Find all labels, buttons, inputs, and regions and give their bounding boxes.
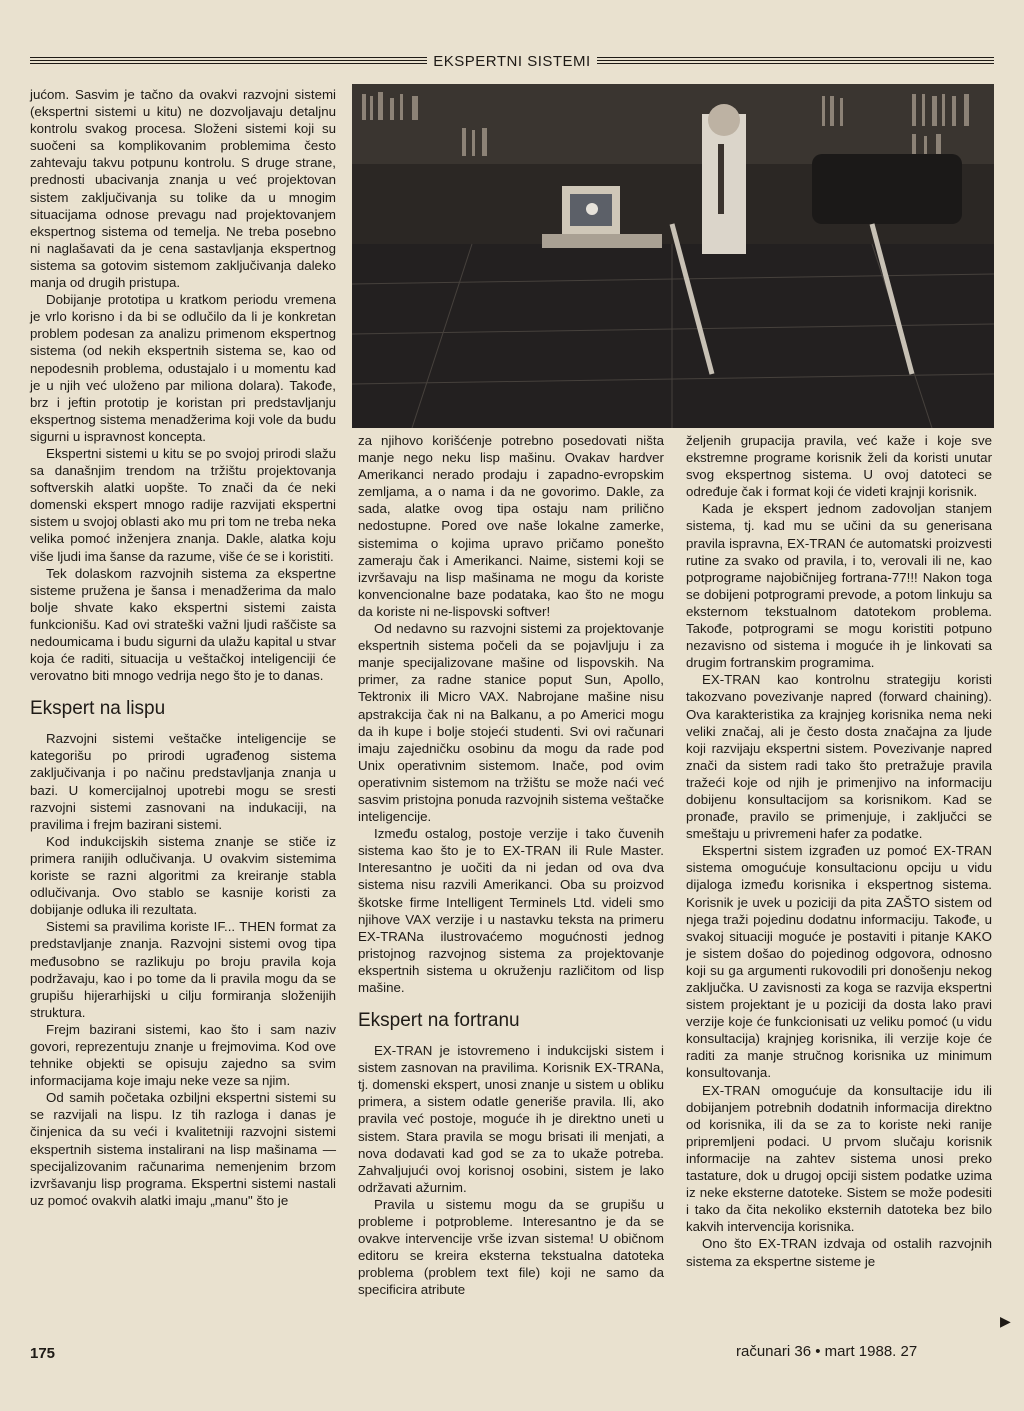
- paragraph: Kada je ekspert jednom zadovoljan stanjem sistema, tj. kad mu se učini da su generisana pravila ispravna, EX-TRAN će automatski proizvesti rutine za svako od pravila, i to, verovali ili ne, kao potprograme najobičnijeg fortrana-77!!! Nakon toga se dobijeni potprogrami prevode, a potom linkuju sa eksternom tekstualnom datotekom problema. Takođe, potprogrami se mogu koristiti potpuno nezavisno od sistema i moguće ih je linkovati sa drugim fortranskim programima.: [686, 501, 992, 671]
- paragraph: željenih grupacija pravila, već kaže i koje sve ekstremne programe korisnik želi da koristi unutar svog ekspertnog sistema. U ovoj datoteci se određuje čak i format koji će videti krajnji korisnik.: [686, 433, 992, 500]
- magazine-issue: računari 36 • mart 1988. 27: [736, 1343, 918, 1360]
- page-number-left: 175: [30, 1345, 56, 1362]
- paragraph: Razvojni sistemi veštačke inteligencije se kategorišu po prirodi ugrađenog sistema zaključivanja i po načinu predstavljanja znanja u bazi. U komercijalnoj upotrebi mogu se sresti razvojni sistemi zasnovani na indukaciji, na pravilima i frejm bazirani sistemi.: [30, 731, 336, 832]
- paragraph: Kod indukcijskih sistema znanje se stiče iz primera ranijih odlučivanja. U ovakvim sistemima koriste se razni algoritmi za kreiranje stabla odlučivanja. Ovo stablo se kasnije koristi za dobijanje odluka ili rezultata.: [30, 833, 336, 918]
- header-rule-left: [30, 57, 427, 66]
- subheading-lisp: Ekspert na lispu: [30, 698, 166, 720]
- paragraph: Između ostalog, postoje verzije i tako čuvenih sistema kao što je to EX-TRAN ili Rule Master. Interesantno je uočiti da ni jedan od ova dva sistema nisu razvili Amerikanci. Oba su proizvod škotske firme Intelligent Terminels Ltd. videli smo njihove VAX verzije i u nastavku teksta na primeru EX-TRANa ilustrovaćemo mogućnosti jednog pristojnog razvojnog sistema za projektovanje ekspertnih sistema u okruženju različitom od lisp mašine.: [358, 826, 664, 995]
- paragraph: za njihovo korišćenje potrebno posedovati ništa manje nego neku lisp mašinu. Ovakav hardver Amerikanci nerado prodaju i zapadno-evropskim zemljama, a o nama i da ne govorimo. Dakle, za sada, alatke ovog tipa ostaju nam prilično nedostupne. Pored ove naše lokalne zamerke, sistemima o kojima upravo pričamo ponešto zameraju čak i Amerikanci. Naime, sistemi koji se izvršavaju na lisp mašinama ne mogu da koriste konvencionalne baze podataka, kao što ne mogu da koriste ni ne-lispovski softver!: [358, 433, 664, 619]
- paragraph: Tek dolaskom razvojnih sistema za ekspertne sisteme pružena je šansa i menadžerima da malo bolje shvate kako ekspertni sistemi zaista funkcionišu. Kad ovi strateški važni ljudi raščiste sa nedoumicama i budu sigurni da ulažu kapital u stvar koja će raditi, situacija u veštačkoj inteligenciji će verovatno biti mnogo vedrija nego što je to danas.: [30, 565, 337, 684]
- column-2: [358, 432, 664, 1299]
- magazine-footer: [736, 1313, 1011, 1360]
- section-title: EKSPERTNI SISTEMI: [433, 52, 591, 70]
- subheading-fortran: Ekspert na fortranu: [358, 1010, 520, 1032]
- photo-illustration: [352, 84, 994, 428]
- paragraph: Sistemi sa pravilima koriste IF... THEN format za predstavljanje znanja. Razvojni sistemi ovog tipa međusobno se razlikuju po broju pravila koja podržavaju, kao i po tome da li pravila mogu da se grupišu hijerarhijski u cilju formiranja složenijih struktura.: [30, 919, 336, 1020]
- paragraph: Ekspertni sistem izgrađen uz pomoć EX-TRAN sistema omogućuje konsultacionu opciju u vidu dijaloga između korisnika i ekspertnog sistema. Korisnik je uvek u poziciji da pita ZAŠTO sistem od njega traži pojedinu dodatnu informaciju. Takođe, u svakoj situaciji moguće je postaviti i pitanje KAKO je sistem došao do pojedinog odgovora, odnosno koji su ga argumenti rukovodili pri donošenju nekog zaključka. U zavisnosti za koga se razvija ekspertni sistem projektant je u poziciji da dosta lako pravi verzije koje će funkcionisati uz veliku pomoć (u vidu konsultacija) krajnjeg korisnika, ili verzije koje će raditi za manje stručnog korisnika uz minimum konsultovanja.: [686, 843, 992, 1081]
- paragraph: EX-TRAN omogućuje da konsultacije idu ili dobijanjem potrebnih dodatnih informacija direktno od korisnika, ili da se za to koriste neki ranije pripremljeni podaci. U prvom slučaju korisnik informacije na zahtev sistema unosi preko tastature, dok u drugoj opciji sistem podatke uzima iz neke eksterne datoteke. Sistem se može podesiti i tako da čita nekoliko eksternih datoteka bez bilo kakvih intervencija korisnika.: [686, 1082, 992, 1235]
- paragraph: EX-TRAN je istovremeno i indukcijski sistem i sistem zasnovan na pravilima. Korisnik EX-TRANa, tj. domenski ekspert, unosi znanje u sistem u obliku primera, a sistem odatle generiše pravila. Ili, ako pravila već postoje, moguće ih je direktno uneti u sistem. Stara pravila se mogu brisati ili menjati, a nova dodavati kad god se za to ukaže potreba. Zahvaljujući ovoj korisnoj osobini, sistem je lako održavati ažurnim.: [358, 1043, 664, 1195]
- paragraph: Od samih početaka ozbiljni ekspertni sistemi su se razvijali na lispu. Iz tih razloga i danas je činjenica da su veći i kvalitetniji razvojni sistemi ekspertnih sistema instalirani na lisp mašinama — specijalizovanim računarima nemenjenim brzom izvršavanju lisp programa. Ekspertni sistemi nastali uz pomoć ovakvih alatki imaju „manu" što je: [30, 1090, 336, 1208]
- column-1: [30, 86, 336, 1209]
- header-rule-right: [597, 57, 994, 66]
- paragraph: EX-TRAN kao kontrolnu strategiju koristi takozvano povezivanje napred (forward chaining). Ova karakteristika za krajnjeg korisnika nema neki veliki značaj, ali je često dosta značajna za ljude koji razvijaju ekspertni sistem. Povezivanje napred znači da sistem radi tako što pretražuje pravila tražeći koje od njih je primenjivo na informaciju dobijenu konsultacijom sa korisnikom. Kad se pronađe, pravilo se primenjuje, i zaključci se smeštaju u privremeni hafer za podatke.: [686, 672, 992, 842]
- paragraph: Ekspertni sistemi u kitu se po svojoj prirodi slažu sa današnjim trendom na tržištu projektovanja softverskih alatki uopšte. To znači da će neki domenski ekspert mnogo radije razvijati ekspertni sistem u svojoj oblasti ako mu pri tom ne treba neka velika pomoć inženjera znanja. Dakle, alatka koju više ljudi ima šanse da razume, više će se i koristiti.: [30, 445, 336, 564]
- paragraph: Ono što EX-TRAN izdvaja od ostalih razvojnih sistema za ekspertne sisteme je: [686, 1236, 992, 1269]
- office-photo: [352, 84, 994, 428]
- paragraph: jućom. Sasvim je tačno da ovakvi razvojni sistemi (ekspertni sistemi u kitu) ne dozvoljavaju detaljnu kontrolu svakog procesa. Složeni sistemi koji su suočeni sa komplikovanim problemima često zahtevaju takvu potpunu kontrolu. S druge strane, prednosti ubacivanja znanja u već projektovan sistem zaključivanja su tolike da u mnogim situacijama odnose prevagu nad projektovanjem ekspertnog sistema od temelja. Ne treba posebno ni naglašavati da je cena sastavljanja ekspertnog sistema sa gotovim sistemom zaključivanja daleko manja od drugih pristupa.: [30, 87, 336, 291]
- paragraph: Od nedavno su razvojni sistemi za projektovanje ekspertnih sistema počeli da se pojavljuju i za manje specijalizovane mašine od lispovskih. Na primer, za radne stanice poput Sun, Apollo, Tektronix ili Micro VAX. Nabrojane mašine nisu apstrakcija čak ni na Balkanu, a po Americi mogu da ih kupe i bolje stojeći studenti. Svi ovi računari imaju zajedničku osobinu da mogu da rade pod Unix operativnim sistemom. Inače, pod ovim operativnim sistemom na tržištu se može naći već sasvim pristojna ponuda razvojnih sistema veštačke inteligencije.: [358, 621, 664, 825]
- paragraph: Frejm bazirani sistemi, kao što i sam naziv govori, reprezentuju znanje u frejmovima. Kod ove tehnike objekti se opisuju zajedno sa svim informacijama koje imaju neke veze sa njim.: [30, 1021, 336, 1089]
- paragraph: Dobijanje prototipa u kratkom periodu vremena je vrlo korisno i da bi se odlučilo da li je konkretan problem podesan za analizu primenom ekspertnog sistema (od nekih ekspertnih sistema se, kao od nepodesnih problema, odustajalo i u momentu kad je u njih već uloženo par miliona dolara). Takođe, brz i jeftin prototip je koristan pri predstavljanju ekspertnog sistema menadžerima koji vole da budu sigurni u ispravnost koncepta.: [30, 292, 336, 444]
- section-header: [30, 50, 994, 72]
- paragraph: Pravila u sistemu mogu da se grupišu u probleme i potprobleme. Interesantno je da se ovakve intervencije vrše izvan sistema! U običnom editoru se kreira eksterna tekstualna datoteka problema (problem text file) koji ne samo da specificira atribute: [358, 1196, 664, 1298]
- continue-arrow-icon: ▶: [1000, 1313, 1011, 1329]
- column-3: [686, 432, 992, 1270]
